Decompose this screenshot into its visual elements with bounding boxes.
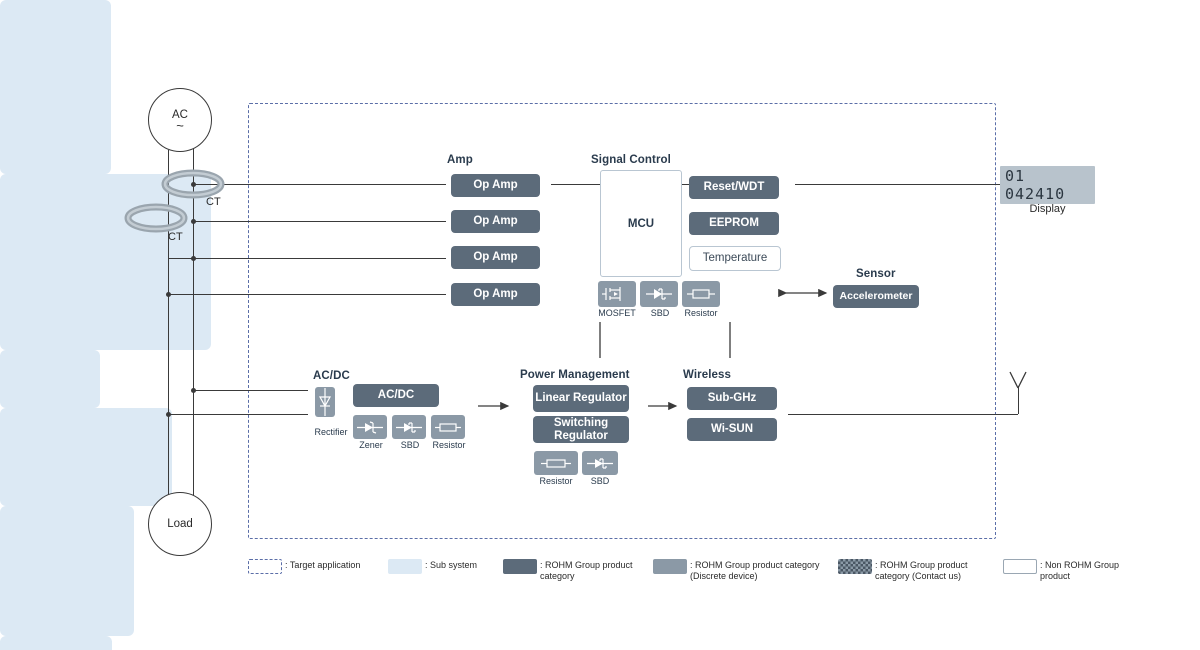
- chip-sub-ghz[interactable]: Sub-GHz: [687, 387, 777, 410]
- discrete-resistor-acdc-label: Resistor: [432, 440, 466, 450]
- subsystem-amp: [0, 0, 111, 174]
- legend-swatch-rohm-product: [503, 559, 537, 574]
- ac-source: [148, 88, 212, 152]
- ac-source-symbol: ~: [176, 118, 184, 133]
- discrete-resistor-acdc[interactable]: [431, 415, 465, 439]
- discrete-rectifier-label: Rectifier: [314, 427, 348, 437]
- legend-item-target: [248, 559, 378, 574]
- wire-node: [191, 388, 196, 393]
- load-label: Load: [167, 518, 193, 530]
- discrete-resistor-signal[interactable]: [682, 281, 720, 307]
- discrete-resistor-signal-label: Resistor: [684, 308, 718, 318]
- discrete-sbd-acdc-label: SBD: [400, 440, 420, 450]
- mosfet-symbol: [602, 285, 632, 303]
- subsystem-wireless-title: Wireless: [683, 369, 732, 381]
- wire-acdc-bottom: [168, 414, 308, 415]
- legend-swatch-target-application: [248, 559, 282, 574]
- chip-reset-wdt[interactable]: Reset/WDT: [689, 176, 779, 199]
- target-application-frame: [248, 103, 996, 539]
- load: [148, 492, 212, 556]
- ac-source-label: AC: [172, 109, 188, 121]
- legend-item-rohm-product: [503, 559, 648, 583]
- discrete-rectifier[interactable]: [315, 387, 335, 417]
- wire-node: [191, 256, 196, 261]
- ct-label-1: CT: [206, 196, 221, 208]
- discrete-sbd-pm[interactable]: [582, 451, 618, 475]
- legend-swatch-discrete-device: [653, 559, 687, 574]
- wire-node: [166, 292, 171, 297]
- legend-label-contact-us: : ROHM Group product category (Contact us): [875, 560, 968, 582]
- mcu-block[interactable]: MCU: [600, 170, 682, 277]
- discrete-sbd-signal[interactable]: [640, 281, 678, 307]
- schottky-diode-symbol: [586, 456, 614, 471]
- legend-label-target-application: : Target application: [285, 560, 361, 570]
- wire-tap-1: [193, 184, 446, 185]
- legend-item-subsystem: [388, 559, 498, 574]
- wire-antenna-stem: [1018, 386, 1019, 414]
- display-value: 01 042410: [1000, 166, 1095, 204]
- subsystem-power-management-title: Power Management: [520, 369, 630, 381]
- legend-item-non-rohm: [1003, 559, 1153, 583]
- legend-swatch-non-rohm: [1003, 559, 1037, 574]
- chip-acdc[interactable]: AC/DC: [353, 384, 439, 407]
- discrete-sbd-acdc[interactable]: [392, 415, 426, 439]
- resistor-symbol: [539, 456, 573, 471]
- wire-tap-2: [193, 221, 446, 222]
- legend-swatch-contact-us: [838, 559, 872, 574]
- discrete-zener[interactable]: [353, 415, 387, 439]
- legend: [248, 550, 1148, 590]
- chip-op-amp-3[interactable]: Op Amp: [451, 246, 540, 269]
- schottky-diode-symbol: [395, 420, 423, 435]
- subsystem-wireless: [0, 636, 112, 650]
- resistor-symbol: [434, 420, 462, 435]
- subsystem-acdc-title: AC/DC: [313, 370, 350, 382]
- wire-node: [166, 412, 171, 417]
- legend-item-contact: [838, 559, 998, 583]
- discrete-sbd-pm-label: SBD: [590, 476, 610, 486]
- chip-eeprom[interactable]: EEPROM: [689, 212, 779, 235]
- subsystem-signal-control-title: Signal Control: [591, 154, 671, 166]
- wire-wireless-to-antenna: [788, 414, 1018, 415]
- chip-switching-regulator[interactable]: Switching Regulator: [533, 416, 629, 443]
- display-caption: Display: [1029, 203, 1066, 215]
- subsystem-signal-control: [0, 174, 211, 350]
- schottky-diode-symbol: [644, 286, 674, 302]
- ct-label-2: CT: [168, 231, 183, 243]
- chip-wi-sun[interactable]: Wi-SUN: [687, 418, 777, 441]
- subsystem-sensor-title: Sensor: [856, 268, 896, 280]
- legend-label-non-rohm: : Non ROHM Group product: [1040, 560, 1120, 582]
- wire-node: [191, 219, 196, 224]
- chip-op-amp-2[interactable]: Op Amp: [451, 210, 540, 233]
- wire-ac-main: [168, 150, 169, 500]
- legend-item-discrete: [653, 559, 833, 583]
- legend-label-sub-system: : Sub system: [425, 560, 478, 570]
- discrete-mosfet-label: MOSFET: [598, 308, 636, 318]
- resistor-symbol: [686, 286, 716, 302]
- legend-swatch-sub-system: [388, 559, 422, 574]
- discrete-resistor-pm[interactable]: [534, 451, 578, 475]
- subsystem-sensor: [0, 350, 100, 408]
- wire-acdc-top: [193, 390, 308, 391]
- wire-signal-to-display: [795, 184, 1000, 185]
- chip-op-amp-4[interactable]: Op Amp: [451, 283, 540, 306]
- zener-diode-symbol: [356, 420, 384, 435]
- wire-ac-neutral: [193, 140, 194, 510]
- legend-label-rohm-product: : ROHM Group product category: [540, 560, 633, 582]
- wire-node: [191, 182, 196, 187]
- display-module[interactable]: [1000, 167, 1095, 203]
- wire-tap-3: [168, 258, 446, 259]
- discrete-sbd-signal-label: SBD: [650, 308, 670, 318]
- rectifier-symbol: [315, 387, 335, 417]
- subsystem-power-management: [0, 506, 134, 636]
- discrete-resistor-pm-label: Resistor: [539, 476, 573, 486]
- chip-temperature[interactable]: Temperature: [689, 246, 781, 271]
- discrete-mosfet[interactable]: [598, 281, 636, 307]
- subsystem-acdc: [0, 408, 172, 506]
- subsystem-amp-title: Amp: [447, 154, 473, 166]
- chip-accelerometer[interactable]: Accelerometer: [833, 285, 919, 308]
- legend-label-discrete-device: : ROHM Group product category (Discrete device): [690, 560, 820, 582]
- discrete-zener-label: Zener: [359, 440, 383, 450]
- chip-op-amp-1[interactable]: Op Amp: [451, 174, 540, 197]
- wire-tap-4: [168, 294, 446, 295]
- chip-linear-regulator[interactable]: Linear Regulator: [533, 385, 629, 412]
